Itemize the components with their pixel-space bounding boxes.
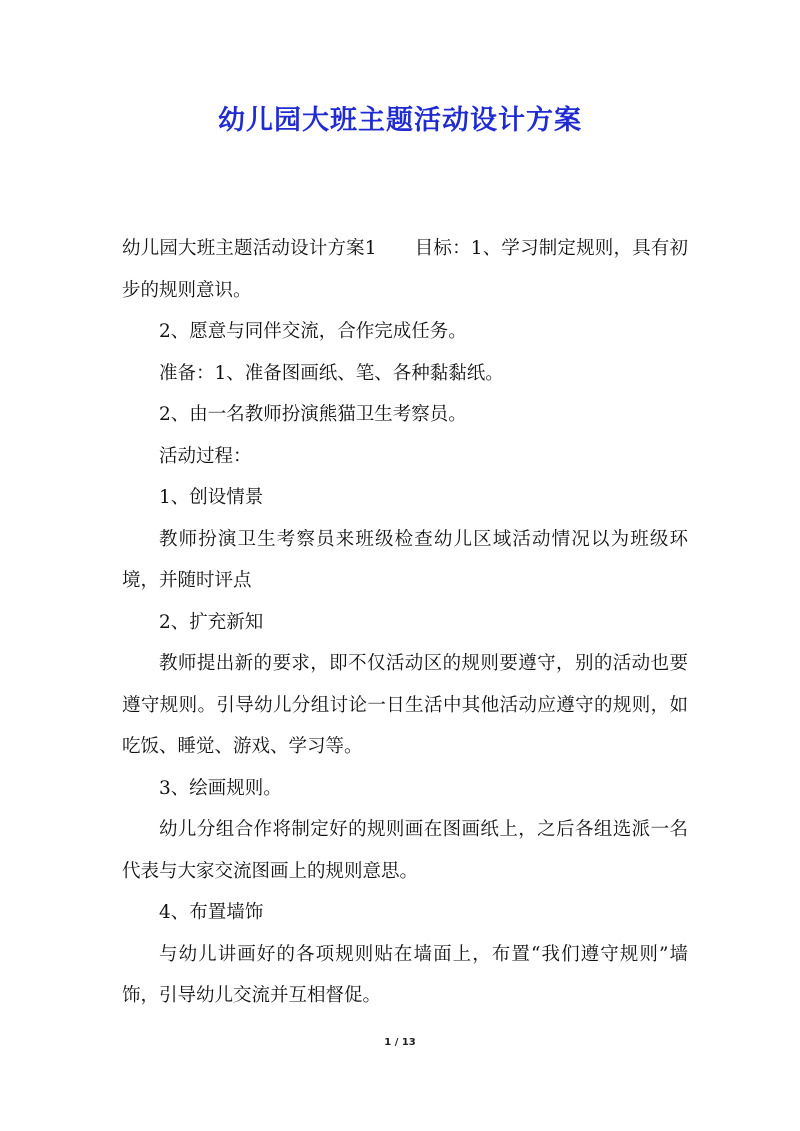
paragraph: 教师扮演卫生考察员来班级检查幼儿区域活动情况以为班级环境，并随时评点: [122, 528, 688, 591]
paragraph: 教师提出新的要求，即不仅活动区的规则要遵守，别的活动也要遵守规则。引导幼儿分组讨论一日生活中其他活动应遵守的规则，如吃饭、睡觉、游戏、学习等。: [122, 653, 688, 757]
paragraph: 幼儿分组合作将制定好的规则画在图画纸上，之后各组选派一名代表与大家交流图画上的规则意思。: [122, 819, 688, 882]
paragraph: 2、由一名教师扮演熊猫卫生考察员。: [159, 404, 467, 425]
paragraph: 2、愿意与同伴交流，合作完成任务。: [159, 321, 467, 342]
paragraph: 活动过程：: [159, 445, 252, 467]
paragraph: 3、绘画规则。: [159, 777, 282, 799]
paragraph-text: 目标：1、学习制定规则，具有初步的规则意识。: [122, 238, 688, 301]
paragraph: 4、布置墙饰: [159, 902, 264, 923]
document-body: [122, 228, 688, 1017]
document-title: 幼儿园大班主题活动设计方案: [218, 105, 582, 136]
page-number: 1 / 13: [384, 1037, 416, 1048]
paragraph: 准备：1、准备图画纸、笔、各种黏黏纸。: [159, 362, 504, 384]
paragraph: 1、创设情景: [159, 487, 264, 508]
paragraph-heading: 幼儿园大班主题活动设计方案1: [122, 238, 377, 259]
paragraph: 与幼儿讲画好的各项规则贴在墙面上，布置“我们遵守规则”墙饰，引导幼儿交流并互相督促。: [122, 943, 688, 1006]
paragraph: 2、扩充新知: [159, 611, 264, 633]
paragraph: [122, 228, 688, 311]
